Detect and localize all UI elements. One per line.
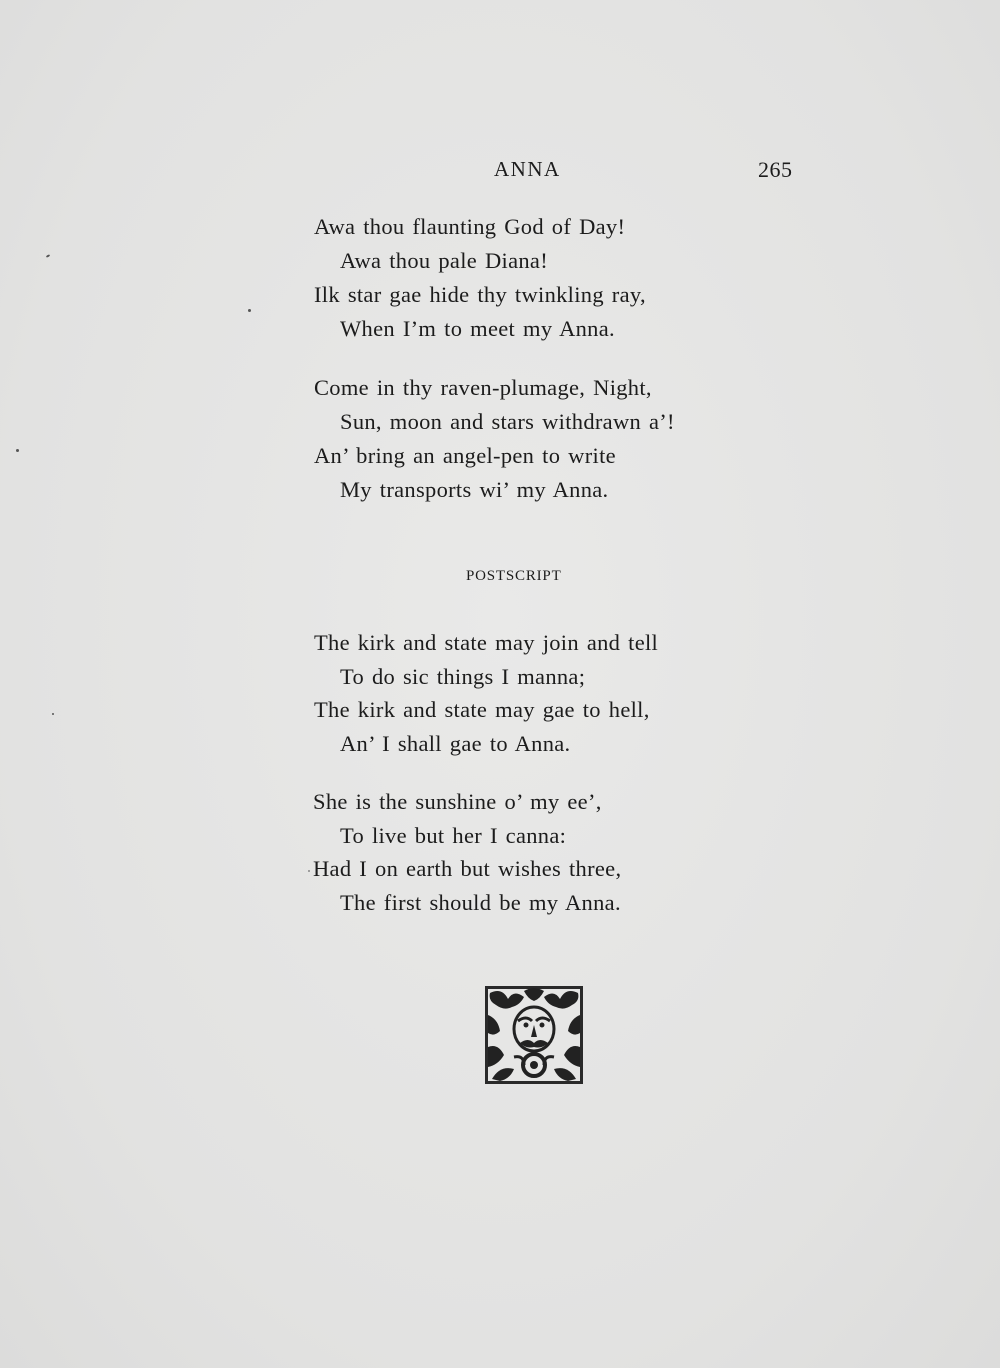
verse-line: When I’m to meet my Anna. (340, 316, 615, 341)
paper-speck (248, 309, 251, 312)
verse-line: The kirk and state may join and tell (314, 630, 659, 655)
verse-line: Had I on earth but wishes three, (313, 856, 622, 881)
verse-line: My transports wi’ my Anna. (340, 477, 609, 502)
verse-line: The kirk and state may gae to hell, (314, 697, 650, 722)
verse-line: Sun, moon and stars withdrawn a’! (340, 409, 675, 434)
postscript-heading: POSTSCRIPT (466, 568, 562, 584)
paper-speck (308, 870, 310, 872)
verse-line: Awa thou flaunting God of Day! (314, 214, 626, 239)
verse-line: An’ bring an angel-pen to write (314, 443, 616, 468)
verse-line: Come in thy raven-plumage, Night, (314, 375, 652, 400)
green-man-face-ornament-icon (484, 985, 584, 1085)
verse-line: Awa thou pale Diana! (340, 248, 548, 273)
verse-line: To live but her I canna: (340, 823, 567, 848)
verse-line: An’ I shall gae to Anna. (340, 731, 571, 756)
paper-speck (16, 449, 19, 452)
page-number: 265 (758, 157, 793, 182)
verse-line: She is the sunshine o’ my ee’, (313, 789, 602, 814)
paper-speck (52, 713, 54, 715)
verse-line: Ilk star gae hide thy twinkling ray, (314, 282, 646, 307)
verse-line: The first should be my Anna. (340, 890, 621, 915)
verse-line: To do sic things I manna; (340, 664, 586, 689)
running-title: ANNA (494, 157, 561, 181)
paper-speck (46, 254, 50, 258)
